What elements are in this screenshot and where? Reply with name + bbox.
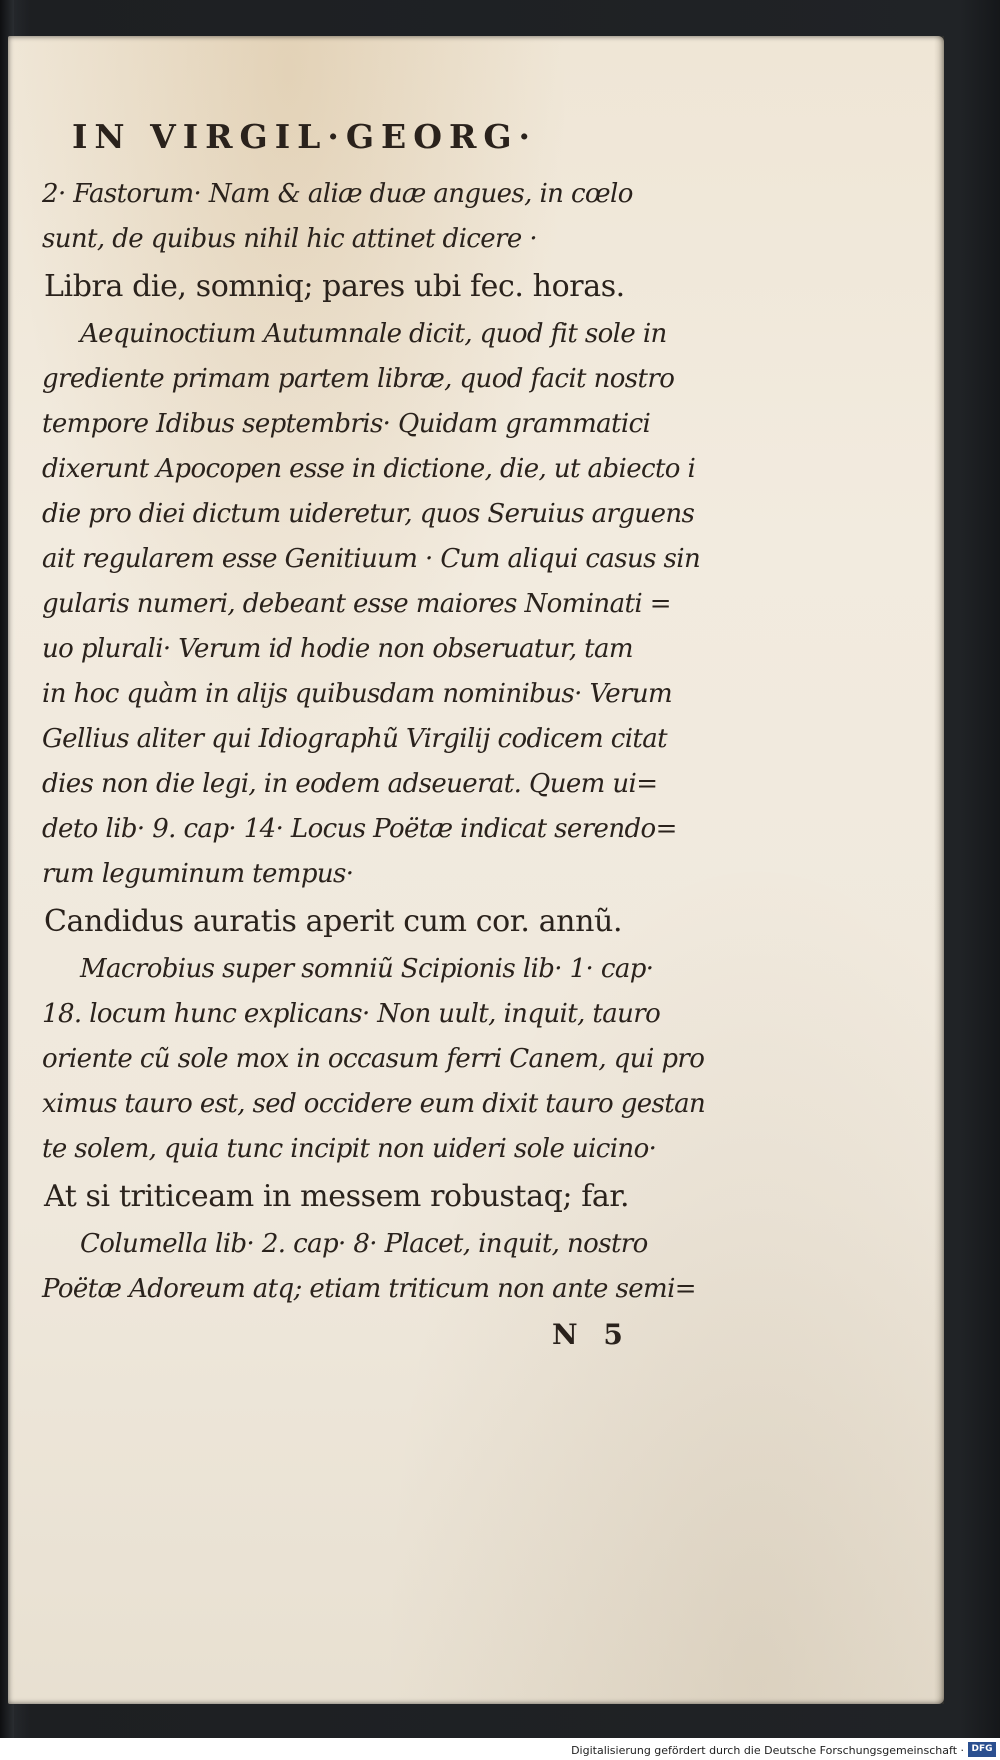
commentary-line: in hoc quàm in alijs quibusdam nominibus· Verum xyxy=(42,679,673,709)
running-head: IN VIRGIL·GEORG· xyxy=(72,117,538,156)
commentary-line: 2· Fastorum· Nam & aliæ duæ angues, in cœlo xyxy=(42,179,633,209)
commentary-line: rum leguminum tempus· xyxy=(42,859,354,889)
commentary-line: deto lib· 9. cap· 14· Locus Poëtæ indicat serendo= xyxy=(42,814,677,844)
signature-mark: N 5 xyxy=(552,1318,631,1351)
dfg-logo: DFG xyxy=(968,1742,996,1757)
commentary-line: dies non die legi, in eodem adseuerat. Quem ui= xyxy=(42,769,658,799)
commentary-line: sunt, de quibus nihil hic attinet dicere · xyxy=(42,224,538,254)
commentary-line: gredientе primam partem libræ, quod facit nostro xyxy=(42,364,675,394)
commentary-line: ximus tauro est, sed occidere eum dixit tauro gestan xyxy=(42,1089,706,1119)
page-lines xyxy=(22,172,706,1312)
commentary-line: Macrobius super somniũ Scipionis lib· 1· cap· xyxy=(80,954,654,984)
commentary-line: die pro diei dictum uideretur, quos Seruius arguens xyxy=(42,499,695,529)
commentary-line: 18. locum hunc explicans· Non uult, inquit, tauro xyxy=(42,999,661,1029)
commentary-line: ait regularem esse Genitiuum · Cum aliqui casus sin xyxy=(42,544,701,574)
commentary-line: tempore Idibus septembris· Quidam grammatici xyxy=(42,409,651,439)
commentary-line: dixerunt Apocopen esse in dictione, die, ut abiecto i xyxy=(42,454,696,484)
commentary-line: Poëtæ Adoreum atq; etiam triticum non ante semi= xyxy=(42,1274,696,1304)
commentary-line: Columella lib· 2. cap· 8· Placet, inquit, nostro xyxy=(80,1229,648,1259)
text-block xyxy=(22,112,706,1358)
funding-credit: Digitalisierung gefördert durch die Deutsche Forschungsgemeinschaft · xyxy=(571,1744,964,1757)
commentary-line: Gellius aliter qui Idiographũ Virgilij codicem citat xyxy=(42,724,668,754)
commentary-line: uo plurali· Verum id hodie non obseruatur, tam xyxy=(42,634,633,664)
verse-line: Candidus auratis aperit cum cor. annũ. xyxy=(44,904,623,939)
verse-line: Libra die, somniq; pares ubi fec. horas. xyxy=(44,269,625,304)
commentary-line: te solem, quia tunc incipit non uideri sole uicino· xyxy=(42,1134,657,1164)
footer-bar xyxy=(0,1738,1000,1760)
commentary-line: Aequinoctium Autumnale dicit, quod fit sole in xyxy=(80,319,667,349)
commentary-line: oriente cũ sole mox in occasum ferri Canem, qui pro xyxy=(42,1044,705,1074)
page-edge xyxy=(934,36,944,1704)
book-page xyxy=(8,36,944,1704)
commentary-line: gularis numeri, debeant esse maiores Nominati = xyxy=(42,589,671,619)
verse-line: At si triticeam in messem robustaq; far. xyxy=(44,1179,630,1214)
